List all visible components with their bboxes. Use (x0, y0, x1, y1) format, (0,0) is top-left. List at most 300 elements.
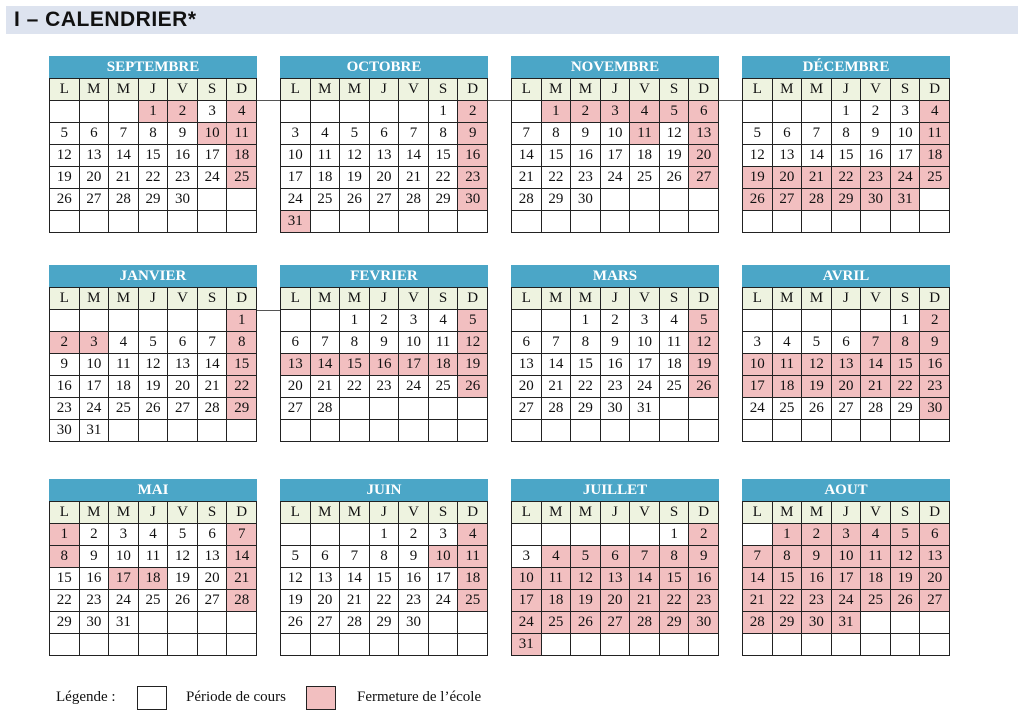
empty-cell (743, 310, 773, 332)
week-row (50, 590, 257, 612)
day-cell: 22 (831, 167, 861, 189)
week-row (50, 612, 257, 634)
day-cell: 1 (772, 524, 802, 546)
day-cell: 4 (630, 101, 660, 123)
day-cell: 16 (399, 568, 429, 590)
day-cell: 7 (109, 123, 139, 145)
day-cell: 23 (689, 590, 719, 612)
day-cell: 1 (428, 101, 458, 123)
day-cell: 20 (512, 376, 542, 398)
weekday-label: L (743, 502, 773, 524)
empty-cell (109, 310, 139, 332)
empty-cell (197, 420, 227, 442)
day-cell: 6 (772, 123, 802, 145)
week-row (281, 546, 488, 568)
day-cell: 14 (802, 145, 832, 167)
weekday-label: M (571, 79, 601, 101)
empty-cell (571, 420, 601, 442)
empty-cell (772, 211, 802, 233)
empty-cell (428, 420, 458, 442)
day-cell: 18 (861, 568, 891, 590)
empty-cell (600, 634, 630, 656)
day-cell: 13 (689, 123, 719, 145)
weekday-row (281, 502, 488, 524)
day-cell: 31 (79, 420, 109, 442)
legend-open-swatch (137, 686, 167, 710)
day-cell: 4 (772, 332, 802, 354)
day-cell: 21 (861, 376, 891, 398)
day-cell: 20 (168, 376, 198, 398)
empty-cell (369, 101, 399, 123)
week-row (50, 332, 257, 354)
weekday-label: V (399, 502, 429, 524)
empty-cell (79, 634, 109, 656)
day-cell: 17 (600, 145, 630, 167)
empty-cell (281, 310, 311, 332)
empty-cell (541, 420, 571, 442)
day-cell: 31 (831, 612, 861, 634)
day-cell: 17 (79, 376, 109, 398)
week-row (743, 568, 950, 590)
day-cell: 19 (281, 590, 311, 612)
day-cell: 14 (861, 354, 891, 376)
day-cell: 5 (168, 524, 198, 546)
empty-cell (281, 101, 311, 123)
day-cell: 15 (428, 145, 458, 167)
day-cell: 21 (630, 590, 660, 612)
day-cell: 18 (541, 590, 571, 612)
day-cell: 1 (227, 310, 257, 332)
legend-label: Légende : (56, 689, 116, 705)
day-cell: 23 (600, 376, 630, 398)
day-cell: 21 (512, 167, 542, 189)
weekday-row (281, 288, 488, 310)
weekday-label: D (458, 79, 488, 101)
day-cell: 22 (772, 590, 802, 612)
day-cell: 7 (227, 524, 257, 546)
day-cell: 11 (630, 123, 660, 145)
day-cell: 17 (428, 568, 458, 590)
empty-cell (168, 420, 198, 442)
empty-cell (79, 310, 109, 332)
empty-cell (802, 310, 832, 332)
week-row (512, 145, 719, 167)
empty-cell (802, 634, 832, 656)
day-cell: 22 (428, 167, 458, 189)
legend-closed-swatch (306, 686, 336, 710)
day-cell: 11 (310, 145, 340, 167)
day-cell: 5 (571, 546, 601, 568)
day-cell: 19 (340, 167, 370, 189)
month-grid (280, 78, 488, 233)
day-cell: 12 (340, 145, 370, 167)
month-juillet (511, 479, 719, 656)
day-cell: 27 (197, 590, 227, 612)
week-row (281, 101, 488, 123)
week-row (512, 590, 719, 612)
weekday-label: D (920, 79, 950, 101)
week-row (512, 354, 719, 376)
day-cell: 18 (772, 376, 802, 398)
day-cell: 4 (310, 123, 340, 145)
day-cell: 12 (890, 546, 920, 568)
day-cell: 5 (659, 101, 689, 123)
weekday-row (743, 502, 950, 524)
day-cell: 6 (369, 123, 399, 145)
empty-cell (920, 211, 950, 233)
day-cell: 12 (458, 332, 488, 354)
day-cell: 12 (743, 145, 773, 167)
empty-cell (138, 310, 168, 332)
empty-cell (227, 420, 257, 442)
day-cell: 26 (659, 167, 689, 189)
day-cell: 5 (743, 123, 773, 145)
day-cell: 17 (630, 354, 660, 376)
weekday-label: S (428, 502, 458, 524)
week-row (281, 376, 488, 398)
day-cell: 11 (541, 568, 571, 590)
empty-cell (920, 612, 950, 634)
day-cell: 6 (281, 332, 311, 354)
week-row (512, 568, 719, 590)
day-cell: 10 (428, 546, 458, 568)
month-juin (280, 479, 488, 656)
empty-cell (920, 189, 950, 211)
day-cell: 9 (50, 354, 80, 376)
day-cell: 12 (659, 123, 689, 145)
day-cell: 4 (659, 310, 689, 332)
day-cell: 8 (138, 123, 168, 145)
day-cell: 27 (831, 398, 861, 420)
day-cell: 14 (109, 145, 139, 167)
day-cell: 29 (571, 398, 601, 420)
day-cell: 3 (630, 310, 660, 332)
day-cell: 6 (197, 524, 227, 546)
week-row (50, 123, 257, 145)
empty-cell (659, 189, 689, 211)
empty-cell (138, 612, 168, 634)
day-cell: 25 (920, 167, 950, 189)
month-grid (511, 78, 719, 233)
day-cell: 6 (79, 123, 109, 145)
day-cell: 9 (399, 546, 429, 568)
empty-cell (50, 310, 80, 332)
day-cell: 13 (197, 546, 227, 568)
empty-cell (109, 634, 139, 656)
day-cell: 12 (168, 546, 198, 568)
day-cell: 25 (428, 376, 458, 398)
weekday-label: V (399, 79, 429, 101)
day-cell: 15 (890, 354, 920, 376)
week-row (743, 634, 950, 656)
empty-cell (340, 398, 370, 420)
weekday-label: D (227, 288, 257, 310)
day-cell: 17 (890, 145, 920, 167)
weekday-label: V (168, 79, 198, 101)
month-fevrier (280, 265, 488, 442)
empty-cell (227, 211, 257, 233)
week-row (743, 145, 950, 167)
day-cell: 3 (743, 332, 773, 354)
day-cell: 28 (630, 612, 660, 634)
week-row (281, 211, 488, 233)
week-row (743, 354, 950, 376)
weekday-label: M (571, 502, 601, 524)
day-cell: 30 (79, 612, 109, 634)
day-cell: 29 (50, 612, 80, 634)
day-cell: 28 (541, 398, 571, 420)
empty-cell (772, 634, 802, 656)
weekday-label: J (369, 79, 399, 101)
week-row (281, 398, 488, 420)
weekday-label: S (197, 288, 227, 310)
day-cell: 13 (512, 354, 542, 376)
weekday-label: V (168, 502, 198, 524)
day-cell: 22 (571, 376, 601, 398)
empty-cell (197, 612, 227, 634)
day-cell: 25 (458, 590, 488, 612)
day-cell: 8 (340, 332, 370, 354)
day-cell: 2 (920, 310, 950, 332)
month-grid (511, 287, 719, 442)
day-cell: 22 (541, 167, 571, 189)
month-janvier (49, 265, 257, 442)
day-cell: 6 (310, 546, 340, 568)
week-row (281, 354, 488, 376)
weekday-label: L (50, 502, 80, 524)
day-cell: 25 (227, 167, 257, 189)
week-row (281, 123, 488, 145)
weekday-label: L (743, 288, 773, 310)
day-cell: 2 (802, 524, 832, 546)
day-cell: 11 (138, 546, 168, 568)
weekday-row (512, 288, 719, 310)
weekday-label: S (890, 79, 920, 101)
empty-cell (743, 420, 773, 442)
weekday-label: V (630, 288, 660, 310)
day-cell: 9 (79, 546, 109, 568)
empty-cell (310, 310, 340, 332)
day-cell: 27 (168, 398, 198, 420)
day-cell: 27 (310, 612, 340, 634)
weekday-label: M (802, 502, 832, 524)
empty-cell (512, 420, 542, 442)
empty-cell (512, 524, 542, 546)
weekday-label: M (79, 502, 109, 524)
empty-cell (861, 612, 891, 634)
day-cell: 19 (138, 376, 168, 398)
day-cell: 21 (399, 167, 429, 189)
week-row (743, 420, 950, 442)
empty-cell (541, 310, 571, 332)
day-cell: 20 (197, 568, 227, 590)
empty-cell (138, 211, 168, 233)
connector-line (718, 100, 742, 101)
weekday-label: M (310, 502, 340, 524)
day-cell: 4 (541, 546, 571, 568)
day-cell: 12 (802, 354, 832, 376)
day-cell: 9 (168, 123, 198, 145)
day-cell: 18 (458, 568, 488, 590)
weekday-label: M (79, 79, 109, 101)
month-novembre (511, 56, 719, 233)
empty-cell (369, 398, 399, 420)
empty-cell (281, 524, 311, 546)
day-cell: 30 (689, 612, 719, 634)
day-cell: 16 (920, 354, 950, 376)
month-header: FEVRIER (280, 265, 488, 287)
empty-cell (197, 634, 227, 656)
empty-cell (689, 398, 719, 420)
weekday-label: L (281, 288, 311, 310)
day-cell: 25 (772, 398, 802, 420)
day-cell: 5 (689, 310, 719, 332)
weekday-label: V (861, 502, 891, 524)
day-cell: 28 (743, 612, 773, 634)
weekday-label: J (138, 288, 168, 310)
day-cell: 5 (458, 310, 488, 332)
week-row (50, 167, 257, 189)
weekday-label: V (630, 79, 660, 101)
empty-cell (197, 310, 227, 332)
day-cell: 19 (659, 145, 689, 167)
day-cell: 10 (197, 123, 227, 145)
day-cell: 19 (50, 167, 80, 189)
day-cell: 24 (79, 398, 109, 420)
day-cell: 7 (399, 123, 429, 145)
weekday-label: M (310, 79, 340, 101)
day-cell: 30 (50, 420, 80, 442)
week-row (281, 634, 488, 656)
day-cell: 8 (369, 546, 399, 568)
day-cell: 29 (890, 398, 920, 420)
empty-cell (600, 524, 630, 546)
day-cell: 24 (512, 612, 542, 634)
empty-cell (630, 211, 660, 233)
empty-cell (281, 420, 311, 442)
day-cell: 1 (571, 310, 601, 332)
month-header: JUILLET (511, 479, 719, 501)
week-row (281, 145, 488, 167)
day-cell: 9 (920, 332, 950, 354)
day-cell: 23 (861, 167, 891, 189)
day-cell: 21 (227, 568, 257, 590)
day-cell: 21 (340, 590, 370, 612)
empty-cell (369, 634, 399, 656)
day-cell: 26 (458, 376, 488, 398)
day-cell: 26 (168, 590, 198, 612)
day-cell: 30 (168, 189, 198, 211)
day-cell: 11 (772, 354, 802, 376)
day-cell: 16 (369, 354, 399, 376)
day-cell: 21 (541, 376, 571, 398)
weekday-row (512, 502, 719, 524)
day-cell: 28 (802, 189, 832, 211)
empty-cell (50, 211, 80, 233)
day-cell: 22 (340, 376, 370, 398)
month-header: JANVIER (49, 265, 257, 287)
empty-cell (772, 420, 802, 442)
empty-cell (541, 524, 571, 546)
weekday-label: L (281, 79, 311, 101)
empty-cell (630, 634, 660, 656)
weekday-label: D (458, 288, 488, 310)
day-cell: 3 (831, 524, 861, 546)
weekday-label: M (772, 502, 802, 524)
empty-cell (399, 398, 429, 420)
weekday-label: J (600, 288, 630, 310)
day-cell: 27 (512, 398, 542, 420)
week-row (281, 310, 488, 332)
month-décembre (742, 56, 950, 233)
empty-cell (802, 101, 832, 123)
day-cell: 22 (50, 590, 80, 612)
day-cell: 6 (600, 546, 630, 568)
empty-cell (743, 524, 773, 546)
week-row (512, 398, 719, 420)
week-row (743, 332, 950, 354)
empty-cell (861, 310, 891, 332)
empty-cell (541, 211, 571, 233)
month-grid (280, 287, 488, 442)
weekday-label: J (138, 502, 168, 524)
day-cell: 13 (79, 145, 109, 167)
day-cell: 26 (689, 376, 719, 398)
empty-cell (340, 634, 370, 656)
day-cell: 29 (428, 189, 458, 211)
day-cell: 31 (281, 211, 311, 233)
day-cell: 15 (541, 145, 571, 167)
day-cell: 4 (227, 101, 257, 123)
day-cell: 13 (831, 354, 861, 376)
weekday-row (743, 288, 950, 310)
day-cell: 11 (458, 546, 488, 568)
weekday-label: D (227, 502, 257, 524)
day-cell: 12 (689, 332, 719, 354)
week-row (512, 101, 719, 123)
day-cell: 23 (571, 167, 601, 189)
weekday-label: J (600, 502, 630, 524)
month-header: AVRIL (742, 265, 950, 287)
day-cell: 8 (831, 123, 861, 145)
day-cell: 11 (109, 354, 139, 376)
day-cell: 10 (630, 332, 660, 354)
month-header: AOUT (742, 479, 950, 501)
empty-cell (458, 398, 488, 420)
weekday-label: M (802, 79, 832, 101)
weekday-label: M (772, 79, 802, 101)
day-cell: 5 (802, 332, 832, 354)
day-cell: 20 (831, 376, 861, 398)
empty-cell (772, 101, 802, 123)
weekday-row (50, 288, 257, 310)
month-grid (511, 501, 719, 656)
empty-cell (659, 211, 689, 233)
day-cell: 7 (743, 546, 773, 568)
empty-cell (369, 211, 399, 233)
day-cell: 21 (310, 376, 340, 398)
day-cell: 27 (79, 189, 109, 211)
weekday-label: S (428, 79, 458, 101)
day-cell: 15 (340, 354, 370, 376)
day-cell: 30 (458, 189, 488, 211)
day-cell: 14 (541, 354, 571, 376)
empty-cell (630, 524, 660, 546)
day-cell: 27 (689, 167, 719, 189)
day-cell: 15 (227, 354, 257, 376)
empty-cell (340, 420, 370, 442)
day-cell: 17 (109, 568, 139, 590)
